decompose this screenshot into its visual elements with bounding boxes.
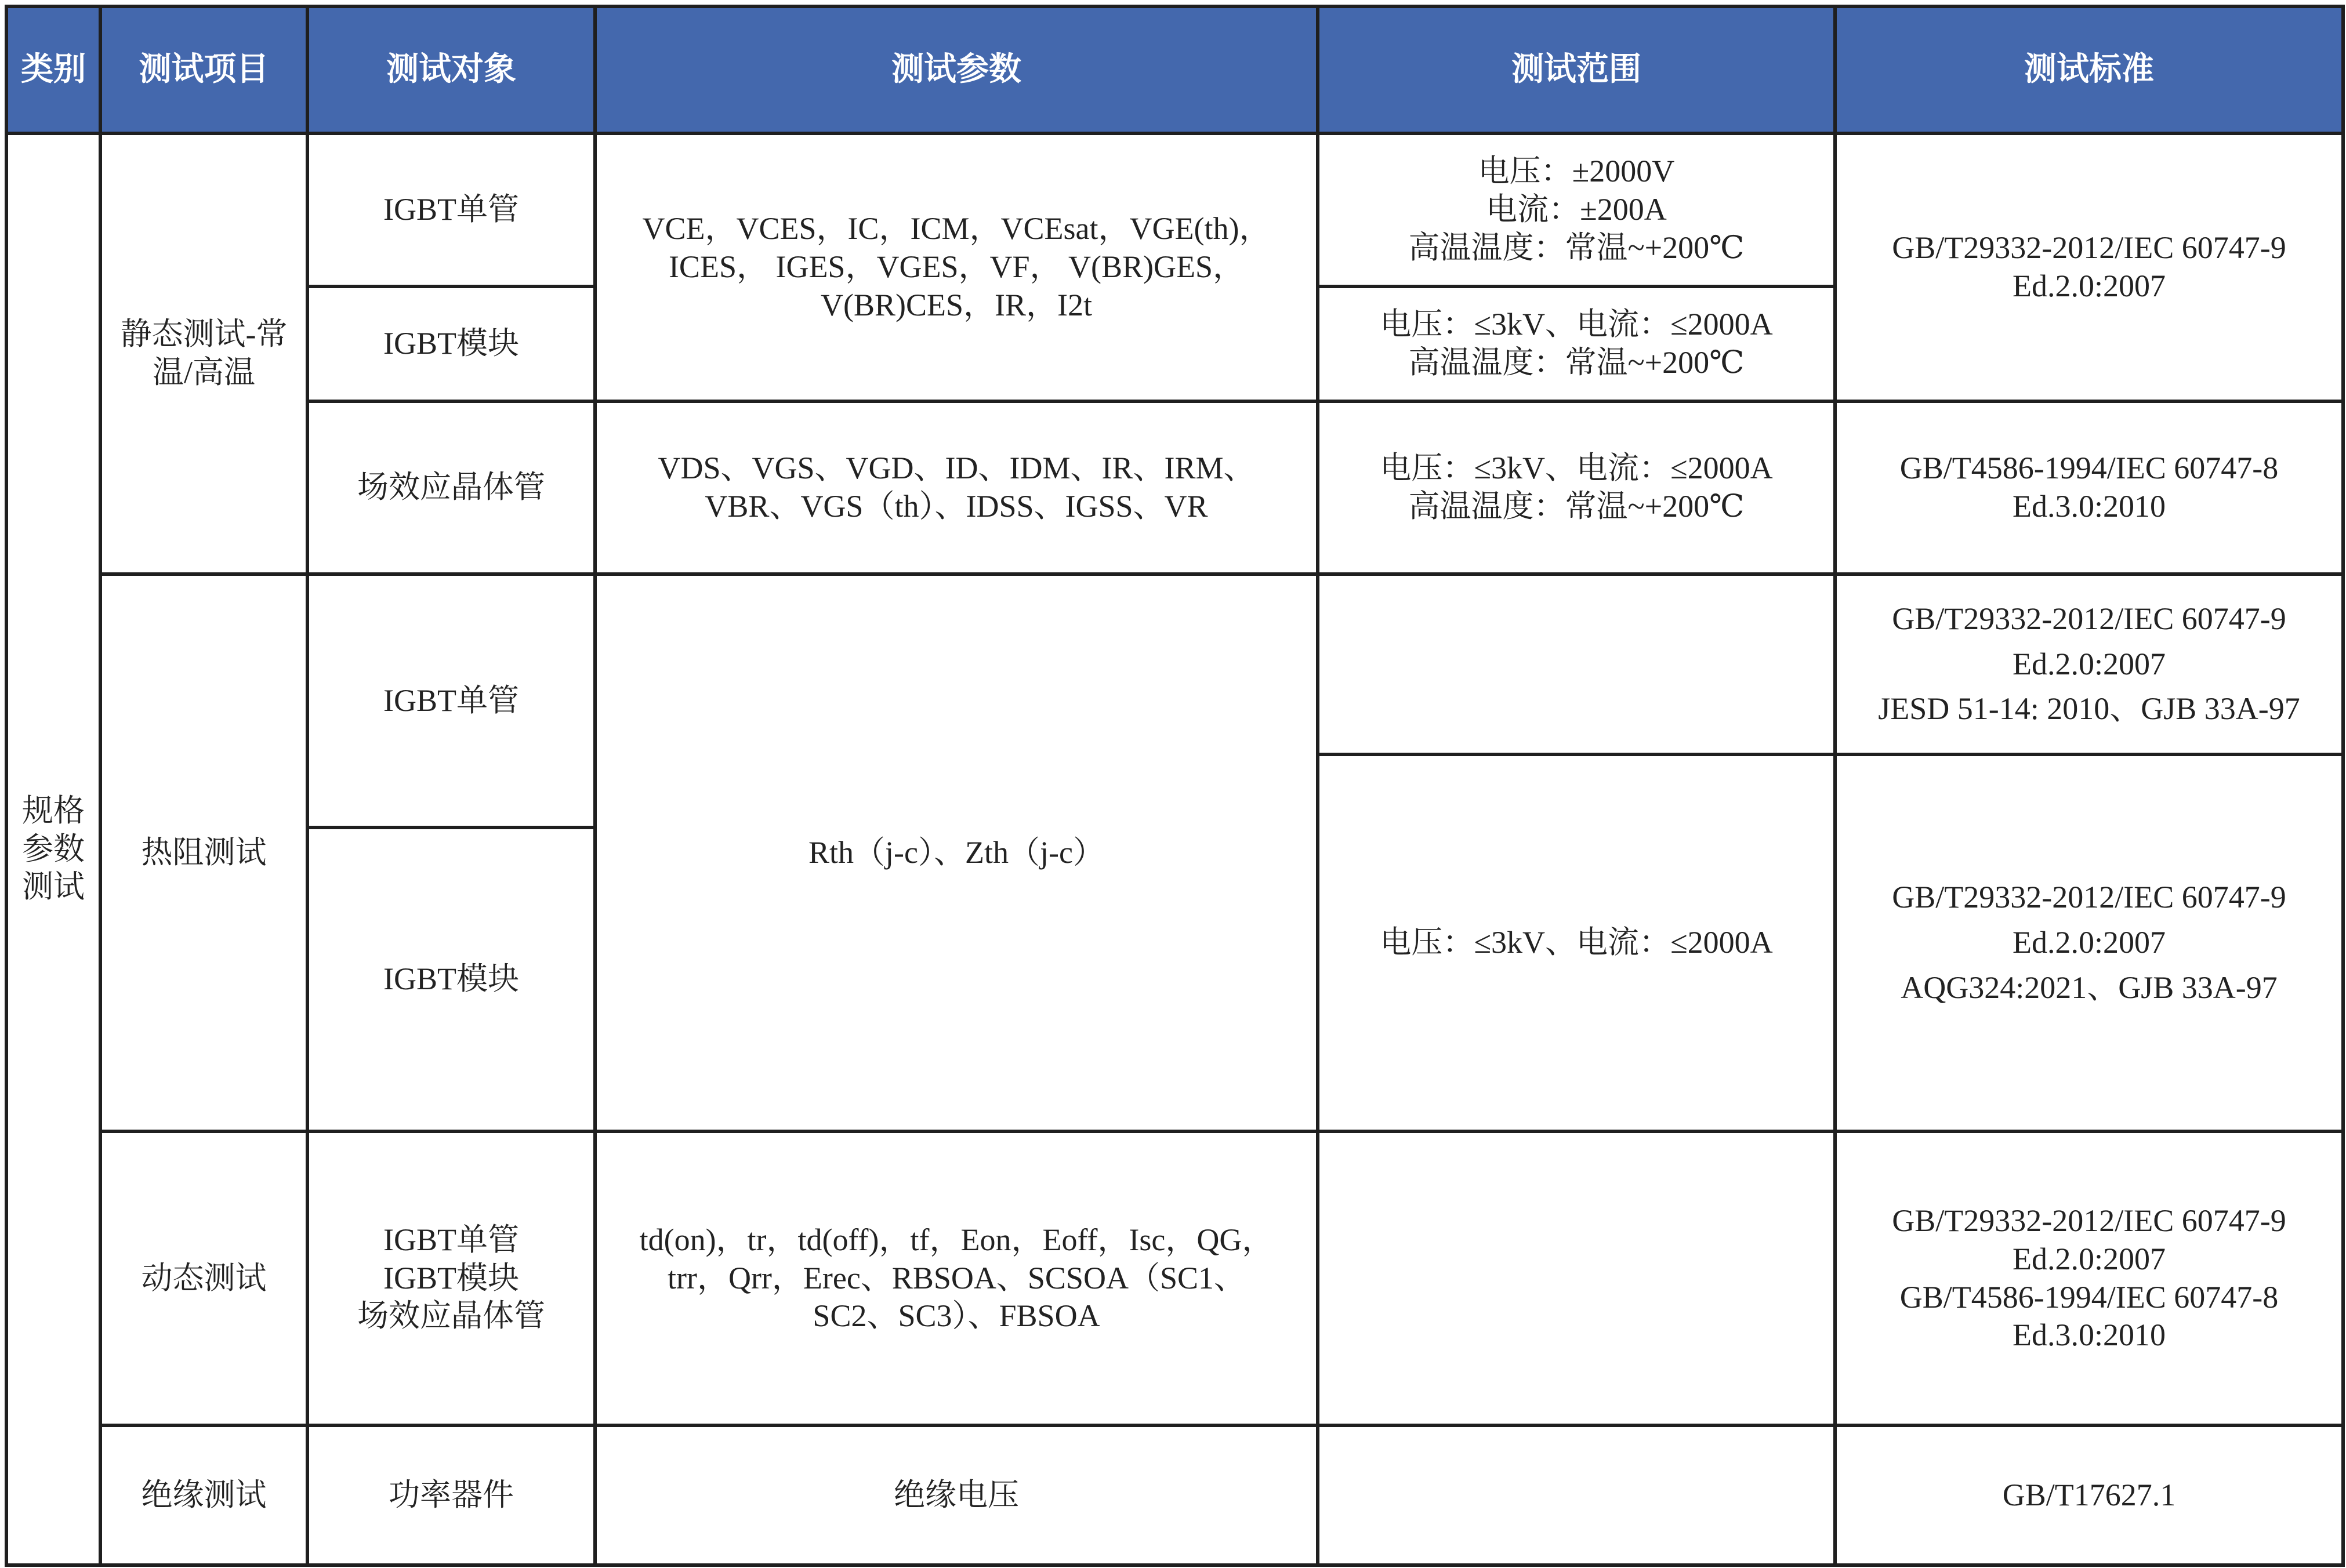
table-row xyxy=(6,133,2343,286)
range-line: 高温温度：常温~+200℃ xyxy=(1408,345,1745,380)
range-thermal-igbt-module: 电压：≤3kV、电流：≤2000A xyxy=(1318,754,1835,1131)
params-static-fet xyxy=(595,401,1318,574)
param-line: ICES， IGES，VGES，VF， V(BR)GES， xyxy=(668,249,1245,285)
standard-line: JESD 51-14: 2010、GJB 33A-97 xyxy=(1878,691,2300,727)
header-row xyxy=(6,6,2343,133)
spec-table xyxy=(5,5,2345,1567)
standard-line: Ed.3.0:2010 xyxy=(2013,1317,2166,1353)
header-category: 类别 xyxy=(6,6,100,133)
standard-line: AQG324:2021、GJB 33A-97 xyxy=(1901,970,2278,1005)
header-params: 测试参数 xyxy=(595,6,1318,133)
range-line: 电流：±200A xyxy=(1486,192,1667,227)
standard-line: Ed.2.0:2007 xyxy=(2013,925,2166,960)
param-line: VCE，VCES，IC，ICM，VCEsat，VGE(th)， xyxy=(642,211,1271,246)
range-line: 高温温度：常温~+200℃ xyxy=(1408,230,1745,265)
range-static-igbt-module xyxy=(1318,286,1835,401)
header-range: 测试范围 xyxy=(1318,6,1835,133)
object-line: IGBT模块 xyxy=(383,1260,519,1295)
standard-line: GB/T29332-2012/IEC 60747-9 xyxy=(1892,601,2286,636)
table-row xyxy=(6,574,2343,754)
table-row xyxy=(6,1425,2343,1565)
range-line: 电压：≤3kV、电流：≤2000A xyxy=(1380,307,1773,342)
range-line: 电压：±2000V xyxy=(1478,154,1675,189)
standard-static-fet xyxy=(1835,401,2343,574)
standard-thermal-igbt-single xyxy=(1835,574,2343,754)
category-cell: 规格参数测试 xyxy=(6,133,100,1565)
range-static-igbt-single xyxy=(1318,133,1835,286)
range-dynamic xyxy=(1318,1131,1835,1425)
table-row xyxy=(6,1131,2343,1425)
params-insulation: 绝缘电压 xyxy=(595,1425,1318,1565)
object-thermal-igbt-single: IGBT单管 xyxy=(307,574,595,827)
standard-insulation: GB/T17627.1 xyxy=(1835,1425,2343,1565)
standard-line: GB/T29332-2012/IEC 60747-9 xyxy=(1892,1203,2286,1238)
object-line: 场效应晶体管 xyxy=(357,1298,545,1334)
standard-line: Ed.2.0:2007 xyxy=(2013,1241,2166,1276)
header-object: 测试对象 xyxy=(307,6,595,133)
object-thermal-igbt-module: IGBT模块 xyxy=(307,827,595,1131)
standard-line: Ed.2.0:2007 xyxy=(2013,268,2166,303)
params-thermal: Rth（j-c）、Zth（j-c） xyxy=(595,574,1318,1131)
param-line: VBR、VGS（th）、IDSS、IGSS、VR xyxy=(705,489,1208,524)
table-row xyxy=(6,401,2343,574)
range-insulation xyxy=(1318,1425,1835,1565)
standard-line: GB/T29332-2012/IEC 60747-9 xyxy=(1892,230,2286,266)
param-line: td(on)，tr，td(off)，tf，Eon，Eoff，Isc，QG， xyxy=(639,1222,1274,1257)
header-item: 测试项目 xyxy=(100,6,307,133)
header-standard: 测试标准 xyxy=(1835,6,2343,133)
standard-thermal-igbt-module xyxy=(1835,754,2343,1131)
item-dynamic: 动态测试 xyxy=(100,1131,307,1425)
object-line: IGBT单管 xyxy=(383,1222,519,1257)
range-thermal-igbt-single xyxy=(1318,574,1835,754)
standard-dynamic xyxy=(1835,1131,2343,1425)
param-line: VDS、VGS、VGD、ID、IDM、IR、IRM、 xyxy=(658,451,1255,486)
standard-line: GB/T4586-1994/IEC 60747-8 xyxy=(1899,451,2279,486)
item-thermal: 热阻测试 xyxy=(100,574,307,1131)
param-line: SC2、SC3）、FBSOA xyxy=(813,1298,1100,1334)
object-static-fet: 场效应晶体管 xyxy=(307,401,595,574)
object-static-igbt-single: IGBT单管 xyxy=(307,133,595,286)
object-static-igbt-module: IGBT模块 xyxy=(307,286,595,401)
param-line: V(BR)CES，IR，I2t xyxy=(820,287,1093,322)
item-static: 静态测试-常温/高温 xyxy=(100,133,307,574)
item-insulation: 绝缘测试 xyxy=(100,1425,307,1565)
params-static-igbt xyxy=(595,133,1318,401)
object-insulation: 功率器件 xyxy=(307,1425,595,1565)
param-line: trr，Qrr，Erec、RBSOA、SCSOA（SC1、 xyxy=(667,1260,1246,1295)
range-static-fet xyxy=(1318,401,1835,574)
standard-line: GB/T29332-2012/IEC 60747-9 xyxy=(1892,880,2286,915)
standard-static-igbt xyxy=(1835,133,2343,401)
standard-line: Ed.3.0:2010 xyxy=(2013,489,2166,524)
params-dynamic xyxy=(595,1131,1318,1425)
range-line: 电压：≤3kV、电流：≤2000A xyxy=(1380,451,1773,486)
standard-line: GB/T4586-1994/IEC 60747-8 xyxy=(1899,1279,2279,1315)
range-line: 高温温度：常温~+200℃ xyxy=(1408,489,1745,524)
standard-line: Ed.2.0:2007 xyxy=(2013,646,2166,681)
objects-dynamic xyxy=(307,1131,595,1425)
